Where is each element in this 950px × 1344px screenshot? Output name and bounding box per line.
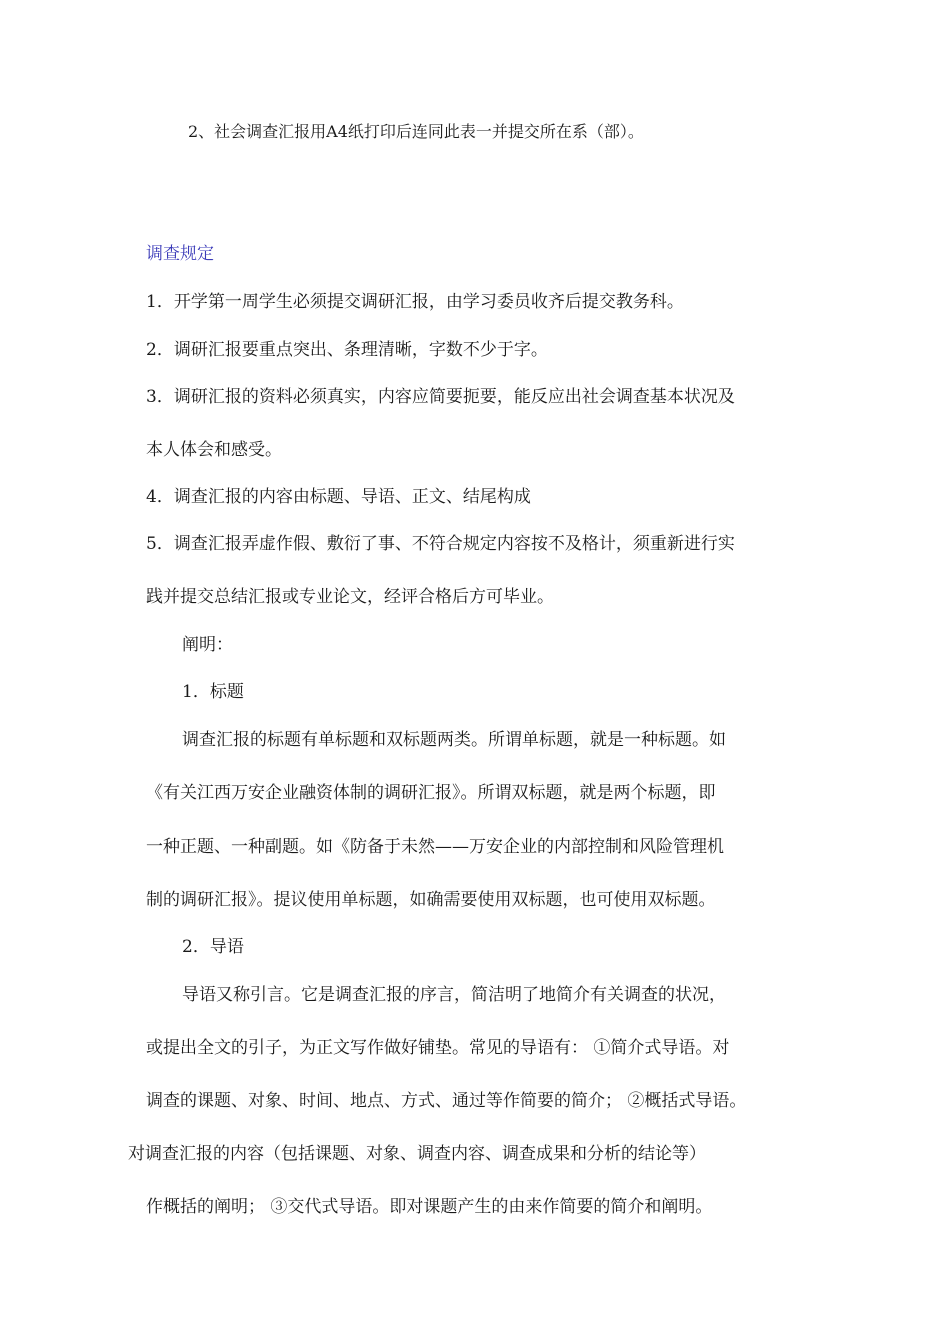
rule-line-5-cont: 践并提交总结汇报或专业论文，经评合格后方可毕业。 [146,587,554,607]
title-section-line-1: 调查汇报的标题有单标题和双标题两类。所谓单标题，就是一种标题。如 [182,730,726,750]
explanation-label: 阐明： [182,635,233,655]
rules-heading: 调查规定 [146,244,214,264]
title-section-line-2: 《有关江西万安企业融资体制的调研汇报》。所谓双标题，就是两个标题，即 [146,783,716,803]
submission-note: 2、社会调查汇报用A4纸打印后连同此表一并提交所在系（部）。 [188,122,644,141]
rule-line-5: 5．调查汇报弄虚作假、敷衍了事、不符合规定内容按不及格计，须重新进行实 [146,534,735,554]
intro-section-line-3: 调查的课题、对象、时间、地点、方式、通过等作简要的简介； ②概括式导语。 [146,1091,747,1111]
title-section-line-4: 制的调研汇报》。提议使用单标题，如确需要使用双标题，也可使用双标题。 [146,890,716,910]
rule-line-2: 2．调研汇报要重点突出、条理清晰，字数不少于字。 [146,340,548,360]
rule-line-4: 4．调查汇报的内容由标题、导语、正文、结尾构成 [146,487,531,507]
intro-section-line-2: 或提出全文的引子，为正文写作做好铺垫。常见的导语有： ①简介式导语。对 [146,1038,730,1058]
rule-line-3-cont: 本人体会和感受。 [146,440,282,460]
intro-section-heading: 2．导语 [182,937,244,957]
title-section-line-3: 一种正题、一种副题。如《防备于未然——万安企业的内部控制和风险管理机 [146,837,724,857]
rule-line-1: 1．开学第一周学生必须提交调研汇报，由学习委员收齐后提交教务科。 [146,292,684,312]
intro-section-line-1: 导语又称引言。它是调查汇报的序言，简洁明了地简介有关调查的状况， [182,985,726,1005]
rule-line-3: 3．调研汇报的资料必须真实，内容应简要扼要，能反应出社会调查基本状况及 [146,387,735,407]
intro-section-line-5: 作概括的阐明； ③交代式导语。即对课题产生的由来作简要的简介和阐明。 [146,1197,713,1217]
intro-section-line-4: 对调查汇报的内容（包括课题、对象、调查内容、调查成果和分析的结论等） [128,1144,706,1164]
title-section-heading: 1．标题 [182,682,244,702]
